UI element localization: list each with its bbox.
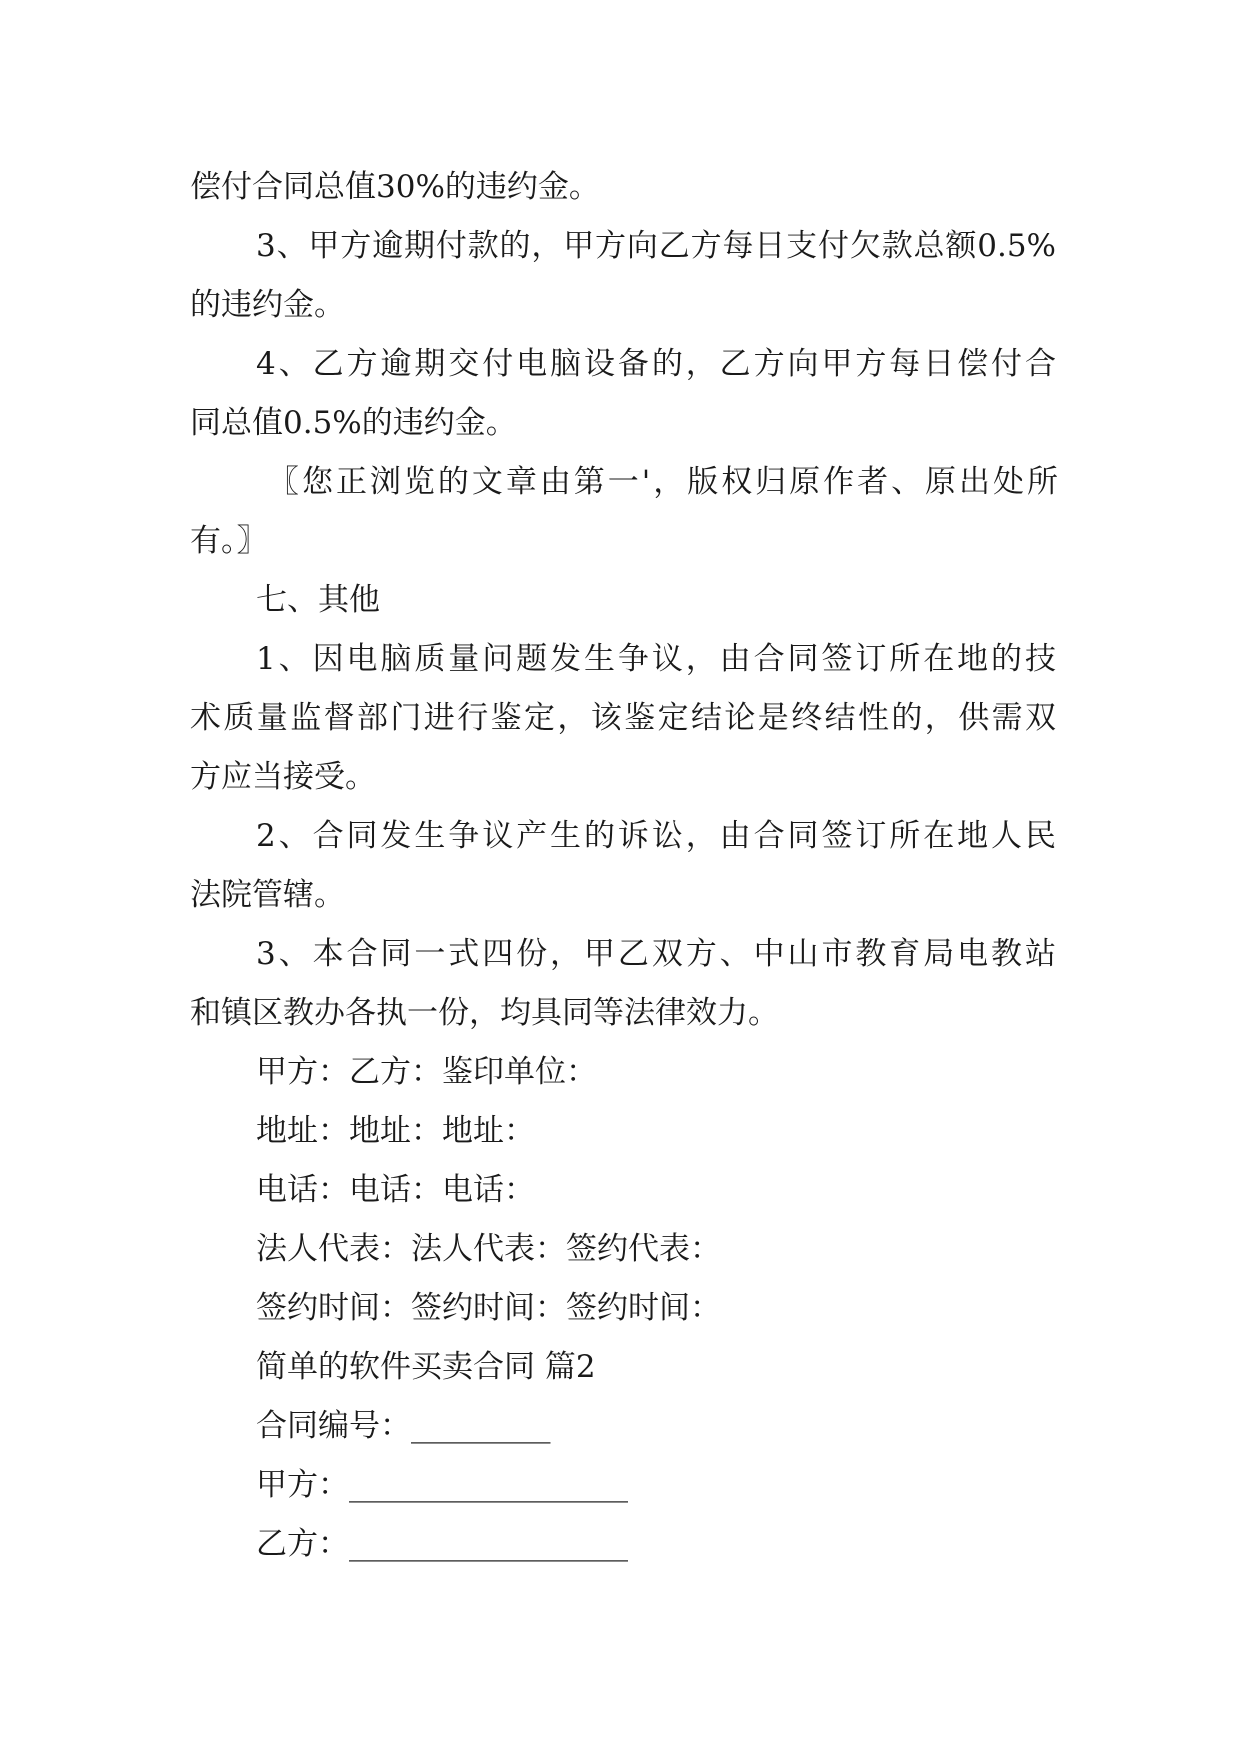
paragraph-line: 法院管辖。	[190, 877, 345, 913]
section-heading: 七、其他	[256, 582, 380, 618]
signature-line: 甲方：乙方：鉴印单位：	[256, 1054, 597, 1090]
contract-number-line: 合同编号：_________	[256, 1408, 551, 1444]
paragraph-line: 同总值0.5%的违约金。	[190, 405, 517, 441]
paragraph-line: 术质量监督部门进行鉴定，该鉴定结论是终结性的，供需双	[190, 700, 1056, 736]
party-a-line: 甲方：__________________	[256, 1467, 628, 1503]
paragraph-line: 〖您正浏览的文章由第一'，版权归原作者、原出处所	[268, 464, 1058, 500]
paragraph-line: 有。〗	[190, 523, 268, 559]
signature-line: 电话：电话：电话：	[256, 1172, 535, 1208]
paragraph-line: 和镇区教办各执一份，均具同等法律效力。	[190, 995, 779, 1031]
signature-line: 地址：地址：地址：	[256, 1113, 535, 1149]
document-title: 简单的软件买卖合同 篇2	[256, 1349, 596, 1385]
paragraph-line: 方应当接受。	[190, 759, 376, 795]
paragraph-line: 偿付合同总值30%的违约金。	[190, 169, 600, 205]
signature-line: 法人代表：法人代表：签约代表：	[256, 1231, 721, 1267]
party-b-line: 乙方：__________________	[256, 1526, 628, 1562]
paragraph-line: 1、因电脑质量问题发生争议，由合同签订所在地的技	[256, 641, 1056, 677]
signature-line: 签约时间：签约时间：签约时间：	[256, 1290, 721, 1326]
paragraph-line: 的违约金。	[190, 287, 345, 323]
paragraph-line: 4、乙方逾期交付电脑设备的，乙方向甲方每日偿付合	[256, 346, 1056, 382]
paragraph-line: 3、本合同一式四份，甲乙双方、中山市教育局电教站	[256, 936, 1056, 972]
paragraph-line: 2、合同发生争议产生的诉讼，由合同签订所在地人民	[256, 818, 1056, 854]
paragraph-line: 3、甲方逾期付款的，甲方向乙方每日支付欠款总额0.5%	[256, 228, 1056, 264]
